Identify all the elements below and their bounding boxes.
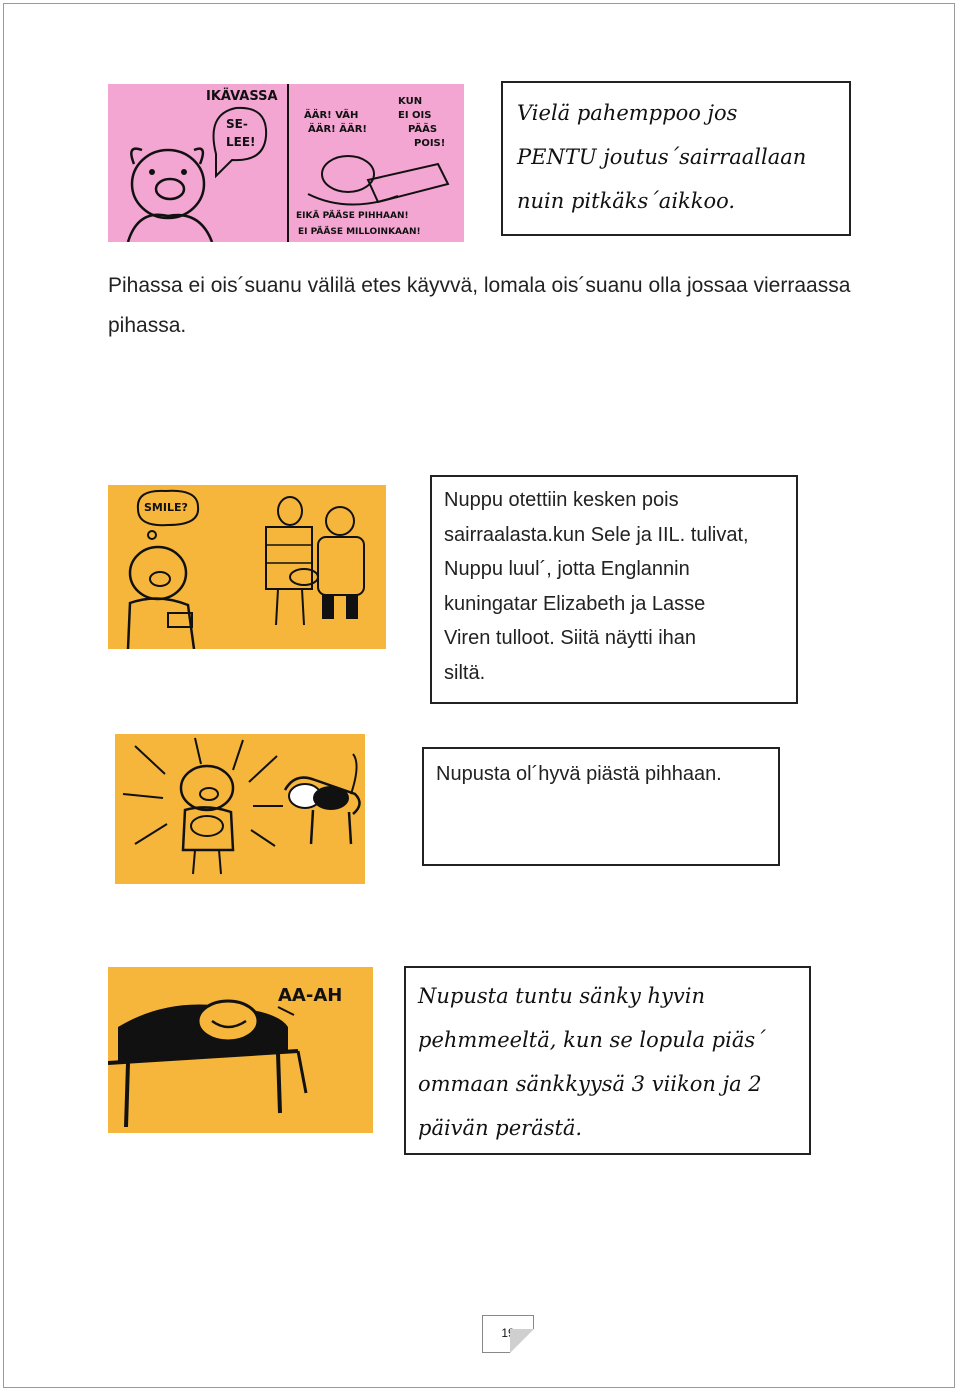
caption-2-line-1: Nuppu otettiin kesken pois (444, 489, 679, 511)
caption-4-line-4: päivän perästä. (418, 1116, 583, 1140)
page-number-box (482, 1315, 534, 1353)
caption-box-2 (430, 475, 798, 704)
body-paragraph: Pihassa ei ois´suanu välilä etes käyvvä, lomala ois´suanu olla jossaa vierraassa pihassa. (108, 274, 851, 337)
bubble-text-1: SE- (226, 117, 248, 131)
bubble-right-3: ÄÄR! ÄÄR! (308, 124, 367, 135)
caption-1-line-1: Vielä pahemppoo jos (517, 101, 738, 125)
caption-3-text: Nupusta ol´hyvä piästä pihhaan. (436, 763, 722, 785)
panel1-bottom-line-2: EI PÄÄSE MILLOINKAAN! (298, 227, 421, 237)
panel1-bottom-line-1: EIKÄ PÄÄSE PIHHAAN! (296, 211, 409, 221)
bubble-right-1: KUN (398, 96, 423, 107)
caption-box-1 (501, 81, 851, 236)
caption-2-line-2: sairraalasta.kun Sele ja IIL. tulivat, (444, 523, 749, 546)
caption-4-line-1: Nupusta tuntu sänky hyvin (418, 984, 705, 1008)
comic-drawing-pig-in-bed (108, 967, 373, 1133)
comic-panel-hospital (108, 84, 464, 242)
comic-drawing-pig-and-dog (115, 734, 365, 884)
caption-1-line-2: PENTU joutus´sairraallaan (517, 145, 807, 169)
caption-4-line-2: pehmmeeltä, kun se lopula piäs´ (418, 1028, 766, 1052)
caption-box-4 (404, 966, 811, 1155)
comic-panel-yard (115, 734, 365, 884)
bubble-text-2: LEE! (226, 135, 256, 149)
caption-2-line-5: Viren tulloot. Siitä näytti ihan (444, 627, 697, 649)
thought-text: SMILE? (144, 501, 188, 514)
page-curl-icon (510, 1329, 534, 1353)
page-number: 19 (501, 1326, 515, 1340)
bubble-right-6: POIS! (414, 138, 446, 149)
caption-2-line-3: Nuppu luul´, jotta Englannin (444, 558, 690, 580)
comic-panel-bed (108, 967, 373, 1133)
comic-drawing-visitors (108, 485, 386, 649)
caption-2-line-6: siltä. (444, 661, 486, 684)
shout-text: AA-AH (278, 985, 343, 1006)
caption-box-3 (422, 747, 780, 866)
caption-4-line-3: ommaan sänkkyysä 3 viikon ja 2 (418, 1072, 762, 1096)
bubble-right-5: PÄÄS (408, 124, 438, 135)
comic-drawing-hospital (108, 84, 464, 242)
bubble-right-4: EI OIS (398, 110, 432, 121)
comic-panel-leaving-hospital (108, 485, 386, 649)
caption-2-line-4: kuningatar Elizabeth ja Lasse (444, 592, 706, 615)
caption-1-line-3: nuin pitkäks´aikkoo. (517, 189, 736, 213)
comic-title: IKÄVASSA (206, 89, 278, 104)
bubble-right-2: ÄÄR! VÄH (304, 110, 359, 121)
